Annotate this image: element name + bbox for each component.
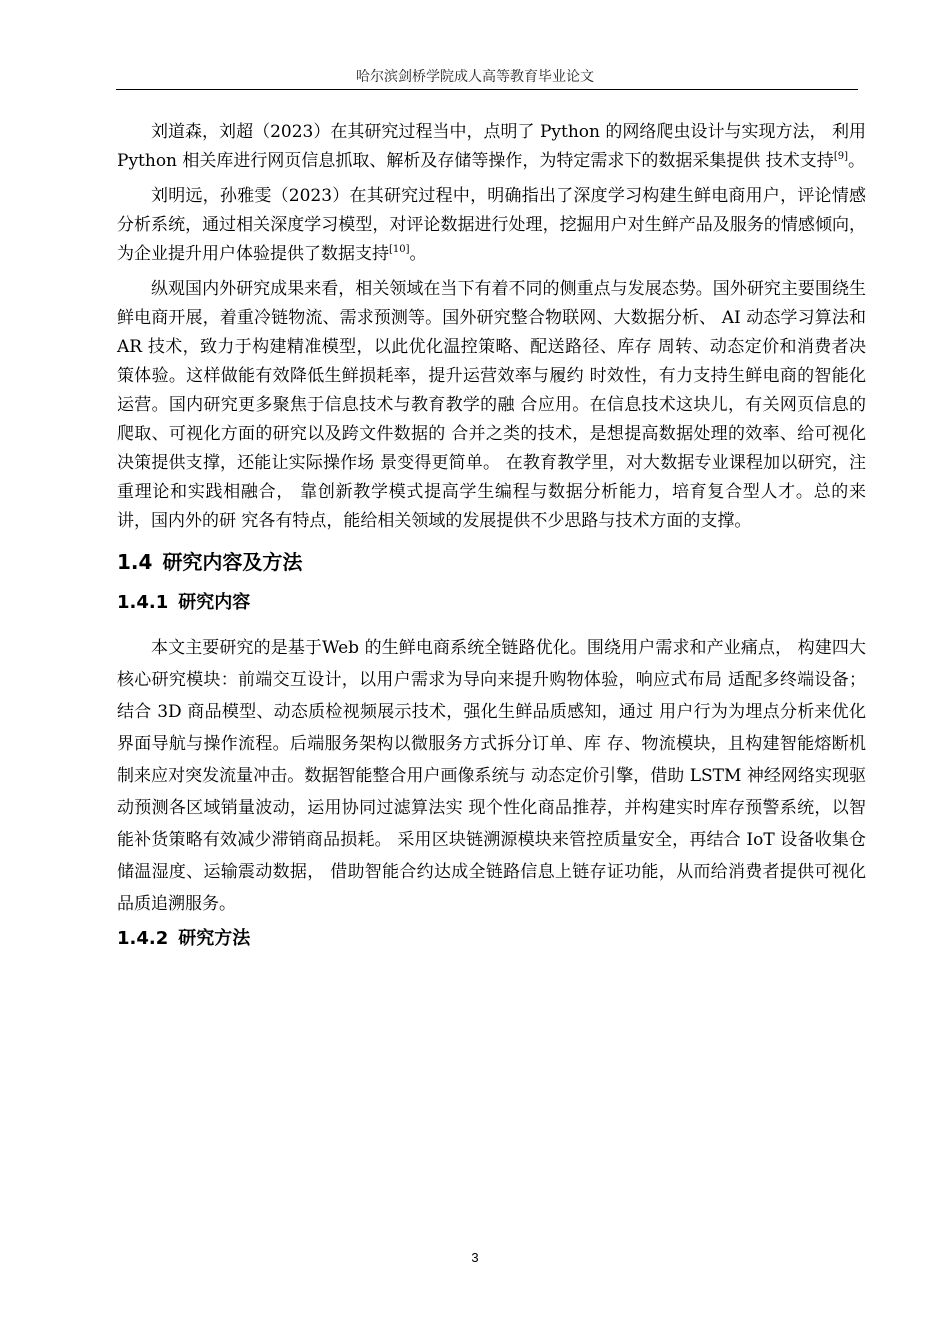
section-title: 研究内容及方法 bbox=[162, 550, 303, 574]
page-number: 3 bbox=[471, 1250, 479, 1265]
section-heading-1-4-2 bbox=[117, 926, 866, 952]
paragraph-text: 刘明远，孙雅雯（2023）在其研究过程中，明确指出了深度学习构建生鲜电商用户，评论情感分析系统，通过相关深度学习模型，对评论数据进行处理，挖掘用户对生鲜产品及服务的情感倾向，为企业提升用户体验提供了数据支持 bbox=[117, 186, 866, 264]
section-heading-1-4-1 bbox=[117, 590, 866, 616]
citation-9: [9] bbox=[833, 151, 848, 162]
section-title: 研究内容 bbox=[178, 592, 251, 613]
header-divider bbox=[116, 89, 858, 90]
section-number: 1.4.1 bbox=[117, 592, 169, 613]
citation-10: [10] bbox=[389, 244, 410, 255]
paragraph-ref-10: 刘明远，孙雅雯（2023）在其研究过程中，明确指出了深度学习构建生鲜电商用户，评论情感分析系统，通过相关深度学习模型，对评论数据进行处理，挖掘用户对生鲜产品及服务的情感倾向，为企业提升用户体验提供了数据支持[10]。 bbox=[117, 186, 866, 264]
paragraph-research-content: 本文主要研究的是基于Web 的生鲜电商系统全链路优化。围绕用户需求和产业痛点， 构建四大核心研究模块：前端交互设计，以用户需求为导向来提升购物体验，响应式布局 适配多终端设备；结合 3D 商品模型、动态质检视频展示技术，强化生鲜品质感知，通过 用户行为为埋点分析来优化界面导航与操作流程。后端服务架构以微服务方式拆分订单、库 存、物流模块，且构建智能熔断机制来应对突发流量冲击。数据智能整合用户画像系统与 动态定价引擎，借助 LSTM 神经网络实现驱动预测各区域销量波动，运用协同过滤算法实 现个性化商品推荐，并构建实时库存预警系统，以智能补货策略有效减少滞销商品损耗。 采用区块链溯源模块来管控质量安全，再结合 IoT 设备收集仓储温湿度、运输震动数据， 借助智能合约达成全链路信息上链存证功能，从而给消费者提供可视化品质追溯服务。 bbox=[117, 638, 866, 914]
paragraph-review-summary: 纵观国内外研究成果来看，相关领域在当下有着不同的侧重点与发展态势。国外研究主要围绕生鲜电商开展，着重冷链物流、需求预测等。国外研究整合物联网、大数据分析、 AI 动态学习算法和 AR 技术，致力于构建精准模型，以此优化温控策略、配送路径、库存 周转、动态定价和消费者决策体验。这样做能有效降低生鲜损耗率，提升运营效率与履约 时效性，有力支持生鲜电商的智能化运营。国内研究更多聚焦于信息技术与教育教学的融 合应用。在信息技术这块儿，有关网页信息的爬取、可视化方面的研究以及跨文件数据的 合并之类的技术，是想提高数据处理的效率、给可视化决策提供支撑，还能让实际操作场 景变得更简单。 在教育教学里，对大数据专业课程加以研究，注重理论和实践相融合， 靠创新教学模式提高学生编程与数据分析能力，培育复合型人才。总的来讲，国内外的研 究各有特点，能给相关领域的发展提供不少思路与技术方面的支撑。 bbox=[117, 279, 866, 531]
section-number: 1.4 bbox=[117, 550, 153, 574]
section-number: 1.4.2 bbox=[117, 928, 169, 949]
page-header: 哈尔滨剑桥学院成人高等教育毕业论文 bbox=[356, 69, 594, 85]
page-body bbox=[117, 118, 866, 968]
paragraph-text: 刘道森，刘超（2023）在其研究过程当中，点明了 Python 的网络爬虫设计与实现方法， 利用 Python 相关库进行网页信息抓取、解析及存储等操作，为特定需求下的数据采集提供 技术支持 bbox=[117, 122, 866, 171]
paragraph-ref-9: 刘道森，刘超（2023）在其研究过程当中，点明了 Python 的网络爬虫设计与实现方法， 利用 Python 相关库进行网页信息抓取、解析及存储等操作，为特定需求下的数据采集提供 技术支持[9]。 bbox=[117, 122, 866, 171]
section-title: 研究方法 bbox=[178, 928, 251, 949]
section-heading-1-4 bbox=[117, 548, 866, 576]
